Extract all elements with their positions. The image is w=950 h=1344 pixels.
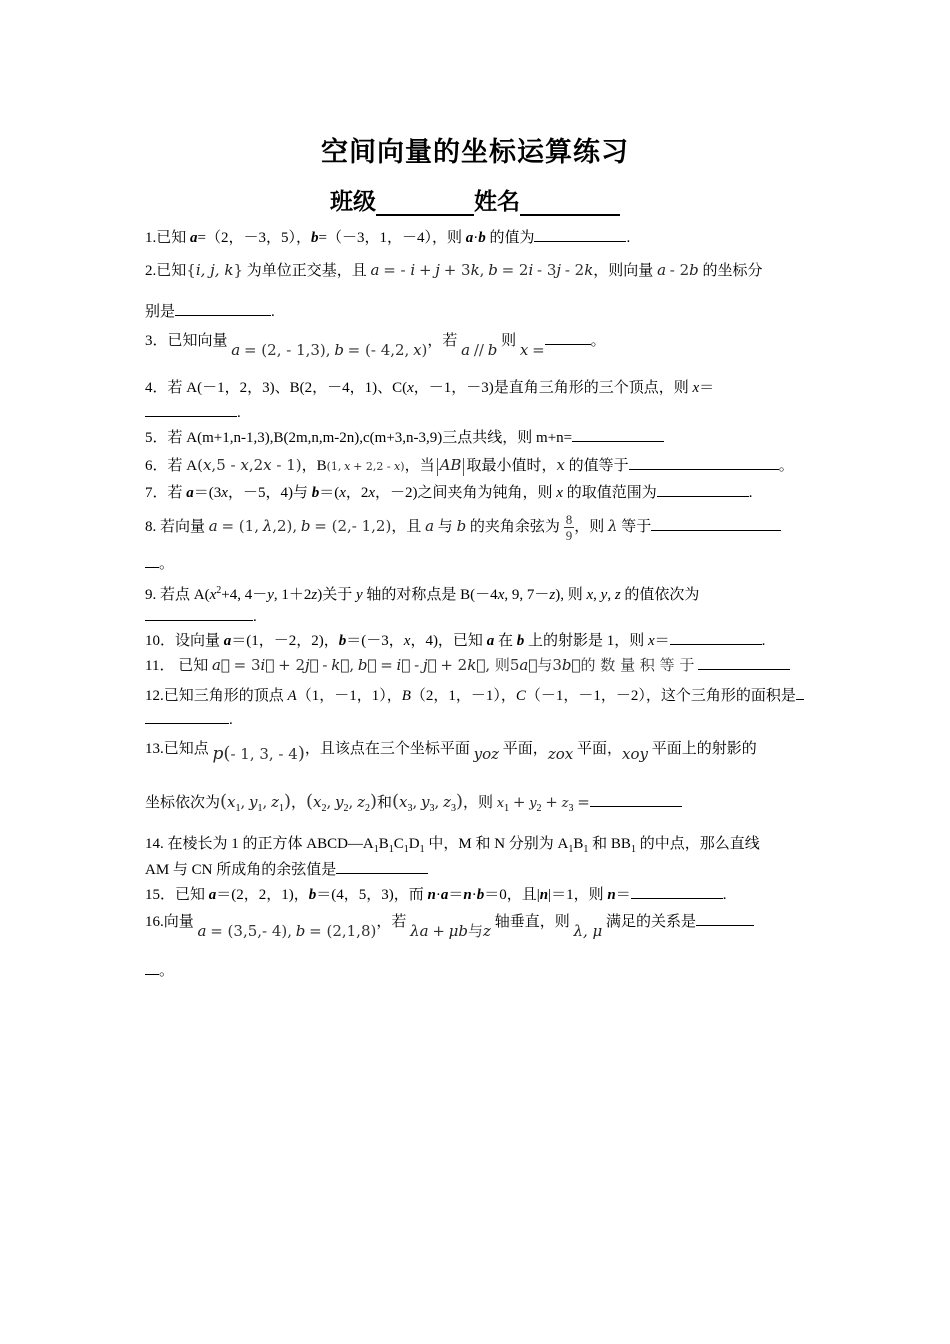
name-blank[interactable] xyxy=(520,190,620,216)
question-13-cont: 坐标依次为($x_1$, $y_1$, $z_1$)，($x_2$, $y_2$, $z_2$)和($x_3$, $y_3$, $z_3$)，则 $x_1 + y_2 + z_3$ = xyxy=(145,792,810,819)
question-6: 6．若 A(x,5 - x,2x - 1)，B(1, x + 2,2 - x)，当 AB 取最小值时，x 的值等于 。 xyxy=(145,456,794,474)
answer-blank-12[interactable] xyxy=(145,709,229,724)
question-2: 2.已知{i, j, k} 为单位正交基，且 a = - i + j + 3k, b = 2i - 3j - 2k，则向量 a - 2b 的坐标分 xyxy=(145,261,763,279)
question-4: 4．若 A(－1，2，3)、B(2，－4，1)、C(x，－1，－3)是直角三角形的三个顶点，则 x＝ xyxy=(145,380,715,396)
answer-blank-13[interactable] xyxy=(590,792,682,807)
question-3: 3．已知向量 a = (2, - 1,3), b = (- 4,2, x)，若 a // b 则 x = 。 xyxy=(145,330,810,351)
question-13: 13.已知点 p(- 1, 3, - 4)，且该点在三个坐标平面 yoz 平面，zox 平面，xoy 平面上的射影的 xyxy=(145,741,757,764)
question-7: 7．若 a＝(3x，－5，4)与 b＝(x，2x，－2)之间夹角为钝角，则 x 的取值范围为 . xyxy=(145,482,810,503)
answer-blank-9[interactable] xyxy=(145,606,253,621)
question-10: 10．设向量 a＝(1，－2，2)，b＝(－3，x，4)，已知 a 在 b 上的射影是 1，则 x＝ . xyxy=(145,630,810,651)
question-14-cont: AM 与 CN 所成角的余弦值是 xyxy=(145,859,810,880)
answer-blank-14[interactable] xyxy=(336,859,428,874)
answer-blank-1[interactable] xyxy=(534,227,626,242)
question-14: 14. 在棱长为 1 的正方体 $ABCD—A_1B_1C_1D_1$ 中，M 和 N 分别为 $A_1B_1$ 和 $BB_1$ 的中点，那么直线 xyxy=(145,836,760,855)
answer-blank-5[interactable] xyxy=(572,427,664,442)
class-name-line xyxy=(0,183,950,216)
answer-blank-8-cont xyxy=(145,553,159,568)
question-8-cont: 。 xyxy=(145,553,810,574)
question-1: 1.已知 a=（2，－3，5），b=（－3，1，－4），则 a·b 的值为 . xyxy=(145,227,810,248)
answer-blank-3[interactable] xyxy=(545,330,591,345)
page-title: 空间向量的坐标运算练习 xyxy=(321,137,629,168)
answer-blank-7[interactable] xyxy=(657,482,749,497)
answer-blank-15[interactable] xyxy=(631,884,723,899)
question-8: 8. 若向量 a = (1, λ,2), b = (2,- 1,2)，且 a 与 b 的夹角余弦为 $\frac{8}{9}$ ，则 λ 等于 xyxy=(145,512,810,543)
question-4-cont: . xyxy=(145,402,810,423)
question-12-cont: . xyxy=(145,709,810,730)
answer-blank-4[interactable] xyxy=(145,402,237,417)
fraction-8-9: $\frac{8}{9}$ xyxy=(565,512,573,543)
answer-blank-16-cont xyxy=(145,960,159,975)
answer-blank-6[interactable] xyxy=(629,455,779,470)
question-15: 15．已知 a＝(2，2，1)，b＝(4，5，3)，而 n·a＝n·b＝0，且|n|＝1，则 n＝ . xyxy=(145,884,810,905)
answer-blank-2[interactable] xyxy=(175,301,271,316)
name-label: 姓名 xyxy=(474,189,520,215)
answer-blank-11[interactable] xyxy=(698,655,790,670)
question-9-cont: . xyxy=(145,606,810,627)
answer-blank-12-start xyxy=(796,685,804,700)
answer-blank-16[interactable] xyxy=(696,911,754,926)
class-label: 班级 xyxy=(330,189,376,215)
answer-blank-10[interactable] xyxy=(670,630,762,645)
question-12: 12.已知三角形的顶点 A（1，－1，1），B（2，1，－1），C（－1，－1，－2），这个三角形的面积是 xyxy=(145,685,810,706)
answer-blank-8[interactable] xyxy=(651,516,781,531)
question-11: 11． 已知 a⃗ = 3i⃗ + 2j⃗ - k⃗, b⃗ = i⃗ - j⃗ + 2k⃗, 则5a⃗与3b⃗的 数 量 积 等 于 xyxy=(145,655,810,676)
question-2-cont: 别是 . xyxy=(145,301,810,322)
question-5: 5．若 A(m+1,n-1,3),B(2m,n,m-2n),c(m+3,n-3,9)三点共线，则 m+n= xyxy=(145,427,810,448)
question-9: 9. 若点 $A(x^2+4$, 4－y, 1＋2z)关于 y 轴的对称点是 B(－4x, 9, 7－z), 则 x, y, z 的值依次为 xyxy=(145,585,700,603)
question-16: 16.向量 a = (3,5,- 4), b = (2,1,8)，若 λa + μb与z 轴垂直，则 λ, μ 满足的关系是 xyxy=(145,911,810,932)
class-blank[interactable] xyxy=(376,190,474,216)
question-16-cont: 。 xyxy=(145,960,810,981)
